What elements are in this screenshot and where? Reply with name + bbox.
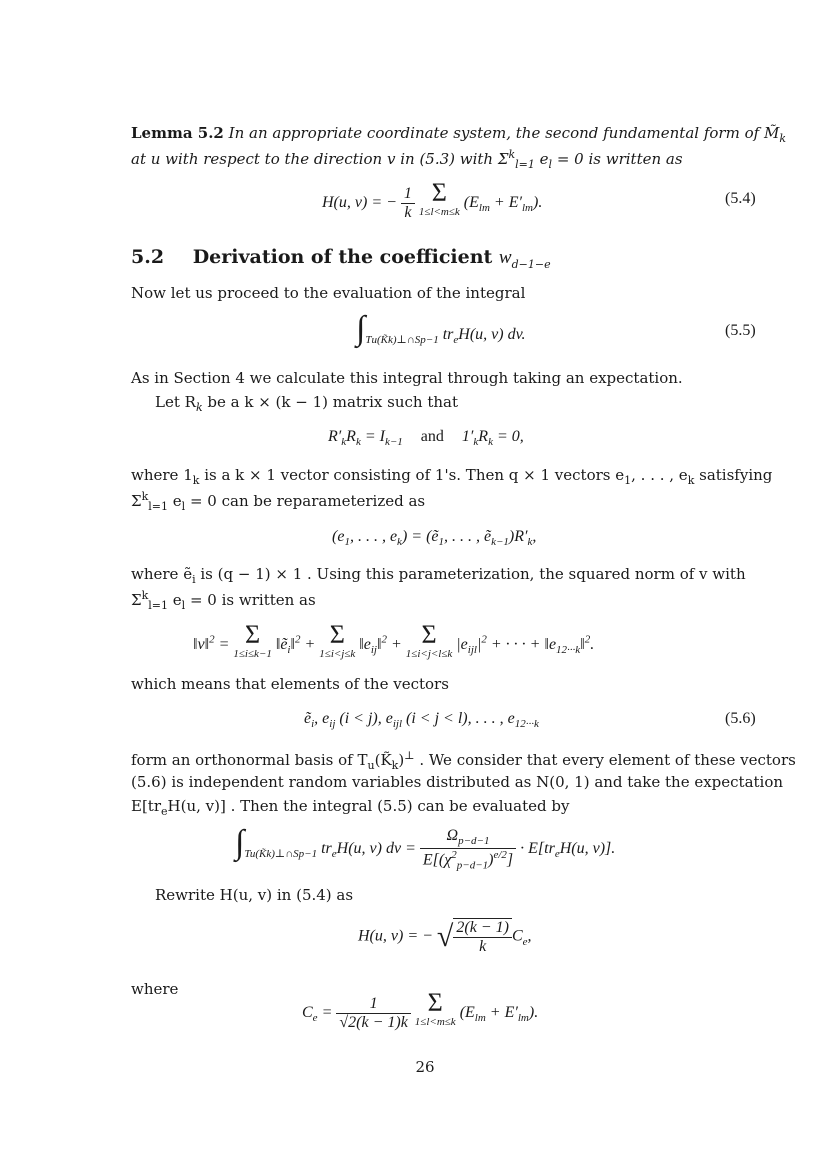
lemma-line2-end: = 0 is written as xyxy=(552,150,683,168)
e56-c: (i < j), e xyxy=(335,710,393,727)
lemma-line-1 xyxy=(131,124,786,145)
page-number: 26 xyxy=(415,1058,435,1076)
en-t1: ‖ẽ xyxy=(275,636,288,653)
p4-a-sub: k xyxy=(192,474,200,487)
er-lhs: H(u, v) = − xyxy=(358,927,433,945)
ei-den-close: ] xyxy=(506,850,514,868)
en-t3: |e xyxy=(456,636,468,653)
paragraph-orthonormal-3 xyxy=(131,797,569,818)
e56-c-sub: ijl xyxy=(392,718,403,731)
p4-c-sub: k xyxy=(687,474,695,487)
equation-r-matrix xyxy=(328,428,524,448)
ep-s3: 1 xyxy=(438,536,444,549)
equation-number-5-4: (5.4) xyxy=(725,190,756,207)
ec-den: 2(k − 1)k xyxy=(348,1013,408,1031)
p7-sub: u xyxy=(367,759,375,772)
er-c-sub: e xyxy=(522,935,528,948)
en-t4-sub: 12···k xyxy=(556,644,581,657)
eq54-sub2: lm xyxy=(521,202,533,215)
er-end: , xyxy=(527,927,532,945)
paragraph-where-1k-line2 xyxy=(131,490,425,513)
p7-l3-sub: e xyxy=(161,805,168,818)
e56-d: (i < j < l), . . . , e xyxy=(402,710,515,727)
p7-l3-a: E[tr xyxy=(131,797,161,815)
ei-tail-end: H(u, v)]. xyxy=(559,840,616,857)
paragraph-rewrite: Rewrite H(u, v) in (5.4) as xyxy=(155,886,354,904)
p7-a: form an orthonormal basis of T xyxy=(131,751,368,769)
en-t2-sub: ij xyxy=(370,644,377,657)
ei-tail: · E[tr xyxy=(520,840,555,857)
section-symbol-sub: d−1−e xyxy=(511,257,551,271)
p4-c: , . . . , e xyxy=(631,466,688,484)
p5-a: where ẽ xyxy=(131,565,193,583)
en-t1-end: ‖ xyxy=(290,636,295,653)
paragraph-which-means: which means that elements of the vectors xyxy=(131,675,449,693)
eq54-mid: + E′ xyxy=(489,194,522,211)
section-heading xyxy=(131,246,551,271)
eq55-int-sub-b: u(K̃k)⊥∩Sp−1 xyxy=(371,334,439,347)
equation-squared-norm: ‖v‖$^2$ = Σ 1≤i≤k−1 ‖ẽ$_i$‖$^2$ + Σ 1≤i<j≤k $‖e_{ij}‖^2 + \Sigma$ 1≤i<j<l≤k $|e_{ijl}|^2$ + · · · + $‖e_{12\cdot\cdot\cdot k}‖^2$. xyxy=(193,620,595,660)
paragraph-where-ce: where xyxy=(131,980,179,998)
lemma-label: Lemma 5.2 xyxy=(131,124,224,142)
ei-body: tr xyxy=(321,840,332,857)
eqr-c: = I xyxy=(360,428,385,445)
equation-ce: $C_e$ = $\frac{1}{√2(k - 1)k}$ Σ 1≤l<m≤k $(E_{lm} + E'_{lm})$. xyxy=(302,988,539,1031)
p4-l2-a: Σ xyxy=(131,492,142,510)
en-lhs: ‖v‖ xyxy=(193,636,210,653)
en-t1-sub: i xyxy=(287,644,291,657)
eqr-a: R′ xyxy=(328,428,342,445)
en-t3-sq: 2 xyxy=(481,633,487,646)
p4-l2-sup: k xyxy=(141,490,149,503)
p5-l2-sub: l=1 xyxy=(148,599,169,612)
p5-a-sub: i xyxy=(192,573,196,586)
eq55-body-rest: H(u, v) dv. xyxy=(458,326,526,343)
er-num: 2(k − 1) xyxy=(453,919,512,938)
e56-b: , e xyxy=(314,710,330,727)
ep-s5: k xyxy=(527,536,533,549)
eq54-body: (E xyxy=(463,194,479,211)
en-t2: ‖e xyxy=(359,636,371,653)
p4-l2-b: e xyxy=(168,492,182,510)
eqr-and: and xyxy=(420,428,444,445)
lemma-sub: k xyxy=(779,132,786,145)
ec-end: ). xyxy=(528,1004,539,1021)
para3-a: Let R xyxy=(155,393,196,411)
e56-a: ẽ xyxy=(304,710,312,727)
eq55-body-sub: e xyxy=(453,334,459,347)
p7-b: (K̃ xyxy=(374,751,392,769)
ei-den-sup: 2 xyxy=(451,848,457,861)
e56-a-sub: i xyxy=(311,718,315,731)
ep-t5: )R′ xyxy=(508,528,528,545)
paragraph-where-ei xyxy=(131,565,746,586)
en-t2-sq: 2 xyxy=(381,633,387,646)
en-sum3: 1≤i<j<l≤k xyxy=(405,648,453,660)
ei-den: E[(χ xyxy=(422,850,452,868)
eqr-c-sub: k−1 xyxy=(384,436,403,449)
ei-num-sub: p−d−1 xyxy=(458,835,490,848)
lemma-line2-a: at u with respect to the direction v in (5.3) with Σ xyxy=(131,150,509,168)
section-title: Derivation of the coefficient xyxy=(192,246,493,268)
equation-5-6 xyxy=(304,710,539,730)
ec-num: 1 xyxy=(336,995,410,1014)
eq54-lhs: H(u, v) = − xyxy=(322,194,397,211)
eqr-d-sub: k xyxy=(473,436,479,449)
eq54-den: k xyxy=(404,203,412,221)
en-t3-end: | xyxy=(476,636,482,653)
section-number: 5.2 xyxy=(131,246,165,268)
en-t4-sq: 2 xyxy=(584,633,591,646)
lemma-line2-tail-sub: l xyxy=(548,158,553,171)
p5-l2-c: = 0 is written as xyxy=(185,591,316,609)
en-t1-sq: 2 xyxy=(294,633,301,646)
equation-number-5-6: (5.6) xyxy=(725,710,756,727)
en-plus2: + xyxy=(387,636,406,653)
eq55-body: tr xyxy=(442,326,454,343)
p7-c: ) xyxy=(398,751,405,769)
ep-s1: 1 xyxy=(344,536,350,549)
paragraph-where-ei-line2 xyxy=(131,589,316,612)
ei-den-end: ) xyxy=(488,850,494,868)
equation-number-5-5: (5.5) xyxy=(725,322,756,339)
ec-sub2: lm xyxy=(517,1012,529,1025)
eqr-b-sub: k xyxy=(355,436,361,449)
ep-t1: (e xyxy=(332,528,345,545)
p7-d: . We consider that every element of these vectors xyxy=(414,751,796,769)
en-t3-sub: ijl xyxy=(467,644,477,657)
eqr-f: = 0, xyxy=(492,428,524,445)
ep-t3: ) = (ẽ xyxy=(401,528,439,545)
equation-rewrite: H(u, v) = − √ $\frac{2(k - 1)}{k}$ $C_e$, xyxy=(358,919,532,955)
eq54-num: 1 xyxy=(401,185,415,204)
en-t4: + · · · + ‖e xyxy=(486,636,557,653)
p4-l2-sub: l=1 xyxy=(148,500,169,513)
eq54-sum-sub: 1≤l<m≤k xyxy=(418,206,460,218)
en-plus1: + xyxy=(300,636,320,653)
ep-s2: k xyxy=(397,536,402,549)
p4-b-sub: 1 xyxy=(624,474,632,487)
eqr-b: R xyxy=(346,428,356,445)
para3-sub: k xyxy=(195,401,203,414)
p7-sup: ⊥ xyxy=(404,749,415,762)
equation-5-5: $\int_{Tu(K̃k)\perp\cap Sp-1}$ $tr_eH(u$, v) dv. xyxy=(356,310,526,347)
en-t4-end: ‖ xyxy=(580,636,585,653)
en-t2-end: ‖ xyxy=(377,636,382,653)
ei-body-rest: H(u, v) dv = xyxy=(336,840,420,857)
ei-tail-sub: e xyxy=(554,848,560,861)
p4-l2-b-sub: l xyxy=(181,500,186,513)
p5-b: is (q − 1) × 1 . Using this parameterization, the squared norm of v with xyxy=(195,565,746,583)
en-eq: = xyxy=(214,636,234,653)
eqr-e: R xyxy=(478,428,489,445)
ei-int-sub: Tu(K̃k)⊥∩Sp−1 xyxy=(244,848,318,861)
eqr-a-sub: k xyxy=(341,436,347,449)
para3-rest: be a k × (k − 1) matrix such that xyxy=(202,393,458,411)
lemma-line2-sub: l=1 xyxy=(515,158,535,171)
er-c: C xyxy=(511,927,523,945)
p4-d: satisfying xyxy=(694,466,773,484)
e56-d-sub: 12···k xyxy=(514,718,539,731)
ep-s4: k−1 xyxy=(491,536,509,549)
ei-body-sub: e xyxy=(331,848,337,861)
p5-l2-a: Σ xyxy=(131,591,142,609)
ec-mid: + E′ xyxy=(485,1004,518,1021)
e56-b-sub: ij xyxy=(329,718,336,731)
p4-a: where 1 xyxy=(131,466,193,484)
p7-l3-b: H(u, v)] . Then the integral (5.5) can be evaluated by xyxy=(167,797,570,815)
lemma-line2-sup: k xyxy=(508,148,516,161)
lemma-text: In an appropriate coordinate system, the second fundamental form of M̃ xyxy=(228,124,780,142)
lemma-line-2 xyxy=(131,148,683,171)
ep-t6: , xyxy=(532,528,537,545)
ei-den-sup2: e/2 xyxy=(493,848,507,861)
paragraph-orthonormal-2: (5.6) is independent random variables distributed as N(0, 1) and take the expectation xyxy=(131,773,784,791)
lemma-line2-tail: e xyxy=(534,150,549,168)
section-symbol: w xyxy=(498,247,512,268)
ec-lhs: C xyxy=(302,1004,313,1021)
eqr-e-sub: k xyxy=(488,436,493,449)
p5-l2-b: e xyxy=(168,591,182,609)
paragraph-intro: Now let us proceed to the evaluation of the integral xyxy=(131,284,526,302)
eq54-end: ). xyxy=(532,194,543,211)
equation-reparameterization xyxy=(332,528,536,548)
ec-sum-sub: 1≤l<m≤k xyxy=(414,1016,456,1028)
paragraph-orthonormal-1 xyxy=(131,749,796,772)
p5-l2-b-sub: l xyxy=(181,599,186,612)
p5-l2-sup: k xyxy=(141,589,149,602)
paragraph-where-1k xyxy=(131,466,772,487)
ei-num: Ω xyxy=(446,827,459,845)
p4-l2-c: = 0 can be reparameterized as xyxy=(185,492,426,510)
ep-t4: , . . . , ẽ xyxy=(444,528,492,545)
en-sq: 2 xyxy=(209,633,215,646)
ep-t2: , . . . , e xyxy=(349,528,398,545)
p7-sub2: k xyxy=(391,759,399,772)
paragraph-let xyxy=(155,393,458,414)
en-end: . xyxy=(590,636,595,653)
eqr-d: 1′ xyxy=(461,428,474,445)
eq54-sub1: lm xyxy=(478,202,490,215)
paragraph-expectation: As in Section 4 we calculate this integral through taking an expectation. xyxy=(131,369,683,387)
equation-5-4: H(u, v) = − $\frac{1}{k}$ Σ 1≤l<m≤k $(E_{lm} + E'_{lm})$. xyxy=(322,178,543,221)
ec-body: (E xyxy=(459,1004,475,1021)
p4-b: is a k × 1 vector consisting of 1's. Then q × 1 vectors e xyxy=(199,466,625,484)
ec-lhs-sub: e xyxy=(312,1012,318,1025)
en-sum2: 1≤i<j≤k xyxy=(319,648,356,660)
ei-den-sub: p−d−1 xyxy=(456,859,489,872)
equation-integral-expectation: $\int_{Tu(K̃k)\perp\cap Sp-1}$ $tr_eH(u$, v) dv = $\frac{\Omega_{p-d-1}}{E[(\chi^2_{p-d-1})^{e/2}]}$ · $E[tr_eH(u$, v)]. xyxy=(235,824,616,872)
eq55-int-sub-a: T xyxy=(365,334,372,347)
ec-sub1: lm xyxy=(474,1012,486,1025)
en-sum1: 1≤i≤k−1 xyxy=(233,648,272,660)
ec-eq: = xyxy=(317,1004,337,1021)
er-den: k xyxy=(479,938,487,955)
